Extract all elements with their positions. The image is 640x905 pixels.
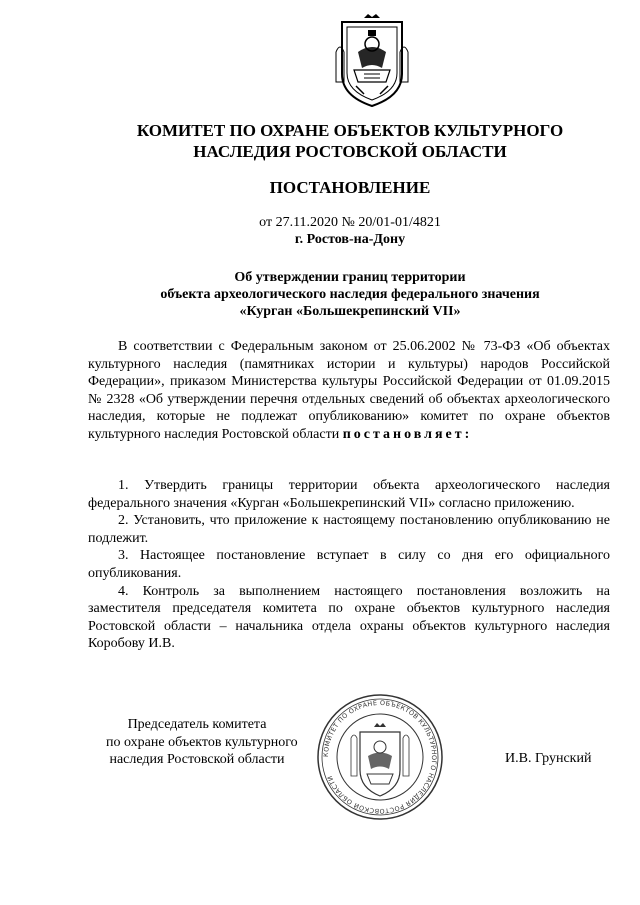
document-type: ПОСТАНОВЛЕНИЕ [269,178,431,197]
preamble-text: В соответствии с Федеральным законом от 25.06.2002 № 73-ФЗ «Об объектах культурного наследия (памятниках истории и культуры) народов Российской Федерации», приказом Министерства культуры Российской Федерации от 01.09.2015 № 2328 «Об утверждении перечня отдельных сведений об объектах археологического наследия, которые не подлежат опубликованию» комитет по охране объектов культурного наследия Ростовской области [88,339,610,442]
decree-items [88,477,610,653]
coat-of-arms-emblem [334,12,410,110]
signatory-position [106,716,298,769]
org-line-2: НАСЛЕДИЯ РОСТОВСКОЙ ОБЛАСТИ [193,142,507,161]
city: г. Ростов-на-Дону [294,232,406,247]
position-line-2: по охране объектов культурного [106,734,298,750]
decree-item-1: 1. Утвердить границы территории объекта археологического наследия федерального значения «Курган «Большекрепинский VII» согласно приложению. [88,478,610,511]
subject-line-1: Об утверждении границ территории [234,270,466,285]
subject-line-3: «Курган «Большекрепинский VII» [239,304,461,319]
decree-item-2: 2. Установить, что приложение к настоящему постановлению опубликованию не подлежит. [88,513,610,546]
subject-line-2: объекта археологического наследия федерального значения [160,287,540,302]
document-subject [60,269,640,320]
seal-ring-text: КОМИТЕТ ПО ОХРАНЕ ОБЪЕКТОВ КУЛЬТУРНОГО НАСЛЕДИЯ РОСТОВСКОЙ ОБЛАСТИ [321,698,439,816]
decree-word: постановляет: [342,426,473,442]
position-line-1: Председатель комитета [127,717,267,732]
signatory-name: И.В. Грунский [505,751,592,766]
preamble-paragraph [88,338,610,444]
org-line-1: КОМИТЕТ ПО ОХРАНЕ ОБЪЕКТОВ КУЛЬТУРНОГО [136,121,564,140]
position-line-3: наследия Ростовской области [109,752,285,768]
official-seal-stamp [315,692,445,822]
decree-item-4: 4. Контроль за выполнением настоящего постановления возложить на заместителя председателя комитета по охране объектов культурного наследия Ростовской области – начальника отдела охраны объектов культурного наследия Коробову И.В. [88,583,610,652]
decree-item-3: 3. Настоящее постановление вступает в силу со дня его официального опубликования. [88,548,610,581]
organization-name [60,120,640,162]
date-number: от 27.11.2020 № 20/01-01/4821 [259,215,441,230]
